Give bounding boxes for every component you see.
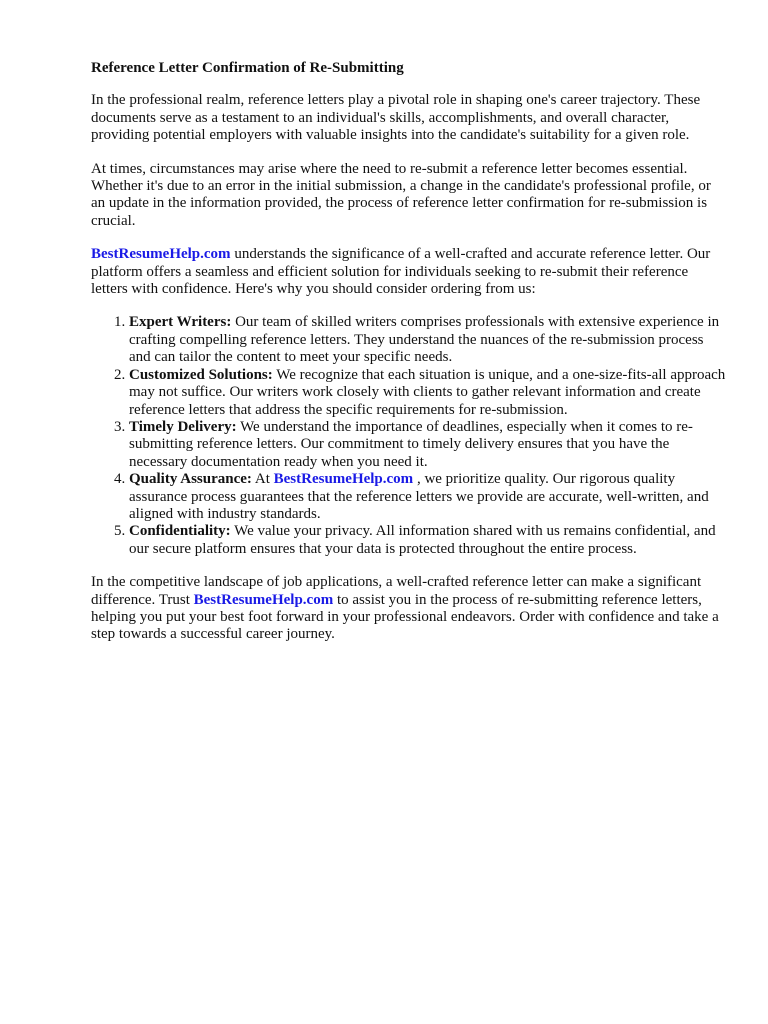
list-item-text: Our team of skilled writers comprises professionals with extensive experience in crafting compelling reference letters. They understand the nuances of the re-submission process and can tailor the content to meet your specific needs. [129,314,720,366]
bestresumehelp-link[interactable]: BestResumeHelp.com [193,591,334,608]
list-item-term: Expert Writers: [129,314,232,331]
document-page [91,60,727,660]
list-item [129,471,727,523]
list-item-term: Quality Assurance: [129,471,252,488]
list-item-pre: At [251,471,274,488]
platform-paragraph-text: understands the significance of a well-crafted and accurate reference letter. Our platform offers a seamless and efficient solution for individuals seeking to re-submit their reference letters with confidence. Here's why you should consider ordering from us: [91,246,711,298]
list-item-text: We recognize that each situation is unique, and a one-size-fits-all approach may not suffice. Our writers work closely with clients to gather relevant information and create reference letters that address the specific requirements for re-submission. [129,366,726,418]
list-item-text: , we prioritize quality. Our rigorous quality assurance process guarantees that the reference letters we provide are accurate, well-written, and aligned with industry standards. [129,471,709,522]
list-item [129,523,727,558]
list-item-term: Customized Solutions: [129,366,273,383]
platform-paragraph [91,246,727,298]
list-item [129,367,727,419]
bestresumehelp-link[interactable]: BestResumeHelp.com [91,246,231,263]
bestresumehelp-link[interactable]: BestResumeHelp.com [273,471,414,488]
list-item-term: Confidentiality: [129,523,231,540]
list-item-term: Timely Delivery: [129,418,237,435]
list-item [129,314,727,366]
list-item [129,419,727,471]
list-item-text: We understand the importance of deadlines, especially when it comes to re-submitting reference letters. Our commitment to timely delivery ensures that you have the necessary documentation ready when you need it. [129,418,693,470]
closing-paragraph-pre: In the competitive landscape of job applications, a well-crafted reference letter can make a significant difference. Trust [91,574,702,608]
resubmission-paragraph: At times, circumstances may arise where the need to re-submit a reference letter becomes essential. Whether it's due to an error in the initial submission, a change in the candidate's professional profile, or an update in the information provided, the process of reference letter confirmation for re-submission is crucial. [91,160,711,229]
document-title: Reference Letter Confirmation of Re-Submitting [91,60,404,76]
list-item-text: We value your privacy. All information shared with us remains confidential, and our secure platform ensures that your data is protected throughout the entire process. [129,523,716,557]
closing-paragraph [91,574,727,644]
intro-paragraph: In the professional realm, reference letters play a pivotal role in shaping one's career trajectory. These documents serve as a testament to an individual's skills, accomplishments, and overall character, providing potential employers with valuable insights into the candidate's suitability for a given role. [91,92,701,144]
benefits-list [91,314,727,558]
closing-paragraph-text: to assist you in the process of re-submitting reference letters, helping you put your best foot forward in your professional endeavors. Order with confidence and take a step towards a successful career journey. [91,591,719,643]
